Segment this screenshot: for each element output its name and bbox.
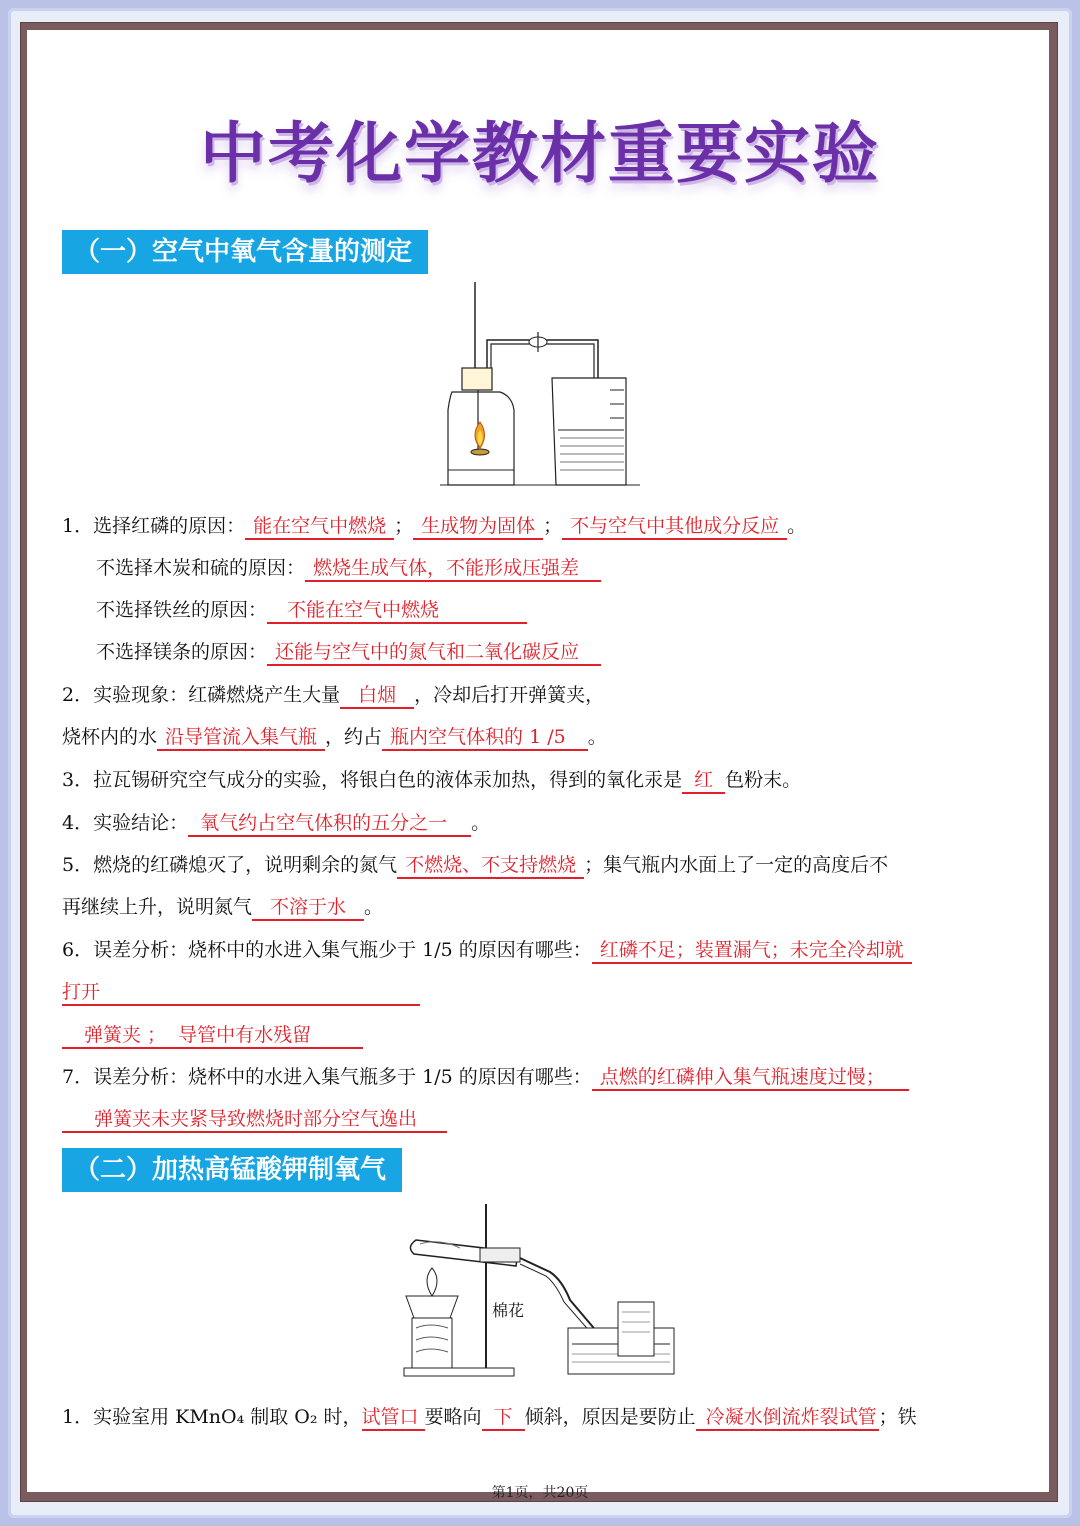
s1-q2b-end: 。 — [587, 726, 607, 748]
s1-q5b-answer-1: 不溶于水 — [252, 895, 364, 921]
s1-q1c-prefix: 不选择铁丝的原因： — [96, 599, 268, 621]
s1-q6b — [62, 977, 420, 1007]
s2-q1-answer-1: 试管口 — [362, 1405, 425, 1431]
s1-q1c — [96, 595, 527, 625]
s1-q2b-answer-2: 瓶内空气体积的 1 /5 — [382, 725, 588, 751]
cotton-label: 棉花 — [492, 1301, 525, 1320]
page-title: 中考化学教材重要实验 — [200, 115, 880, 192]
s1-q1b-answer: 燃烧生成气体，不能形成压强差 — [305, 556, 601, 582]
s1-q6 — [62, 935, 912, 965]
s1-q1d — [96, 637, 601, 667]
s1-q2b-answer-1: 沿导管流入集气瓶 — [157, 725, 325, 751]
s1-q3-end: 色粉末。 — [725, 769, 802, 791]
s1-q6-answer-1: 红磷不足；装置漏气；未完全冷却就 — [592, 938, 912, 964]
s1-q7-prefix: 7．误差分析：烧杯中的水进入集气瓶多于 1/5 的原因有哪些： — [62, 1066, 592, 1088]
s1-q5b — [62, 892, 383, 922]
s1-q5b-prefix: 再继续上升，说明氮气 — [62, 896, 253, 918]
s1-q5-answer-1: 不燃烧、不支持燃烧 — [397, 853, 584, 879]
s1-q7 — [62, 1062, 909, 1092]
s1-q3-answer-1: 红 — [682, 768, 725, 794]
s1-q1d-prefix: 不选择镁条的原因： — [96, 641, 268, 663]
s2-q1-prefix: 1．实验室用 KMnO₄ 制取 O₂ 时， — [62, 1406, 362, 1428]
s2-q1 — [62, 1402, 917, 1432]
s1-q2-answer-1: 白烟 — [340, 683, 414, 709]
s1-q5b-end: 。 — [364, 896, 384, 918]
s1-q1-prefix: 1．选择红磷的原因： — [62, 515, 246, 537]
s1-q5-mid: ；集气瓶内水面上了一定的高度后不 — [584, 854, 889, 876]
s2-q1-mid-1: 要略向 — [424, 1406, 482, 1428]
s1-q2b-mid: ，约占 — [325, 726, 383, 748]
s1-q4-prefix: 4．实验结论： — [62, 812, 189, 834]
s1-q1-sep-1: ； — [394, 515, 414, 537]
s1-q1c-answer: 不能在空气中燃烧 — [267, 598, 527, 624]
section-heading-1: （一）空气中氧气含量的测定 — [62, 230, 428, 274]
s1-q6c — [62, 1020, 363, 1050]
s2-q1-mid-2: 倾斜，原因是要防止 — [524, 1406, 696, 1428]
s1-q7b-answer-1: 弹簧夹未夹紧导致燃烧时部分空气逸出 — [62, 1107, 447, 1133]
s1-q1-answer-1: 能在空气中燃烧 — [245, 514, 394, 540]
s1-q1-answer-3: 不与空气中其他成分反应 — [562, 514, 787, 540]
s1-q2-mid: ，冷却后打开弹簧夹， — [414, 684, 605, 706]
page-footer: 第1页，共20页 — [491, 1485, 589, 1501]
s1-q1b — [96, 553, 601, 583]
s1-q4 — [62, 808, 490, 838]
s1-q2b-prefix: 烧杯内的水 — [62, 726, 158, 748]
s2-q1-end: ；铁 — [878, 1406, 917, 1428]
s1-q6c-answer-1: 弹簧夹 ； 导管中有水残留 — [62, 1023, 363, 1049]
s1-q3 — [62, 765, 801, 795]
s1-q1-sep-2: ； — [543, 515, 563, 537]
s1-q6b-answer-1: 打开 — [62, 980, 420, 1006]
s1-q2b — [62, 722, 607, 752]
s1-q4-end: 。 — [471, 812, 491, 834]
s1-q1 — [62, 511, 806, 541]
s1-q5 — [62, 850, 888, 880]
oxygen-apparatus-figure — [440, 280, 650, 490]
s1-q2-prefix: 2．实验现象：红磷燃烧产生大量 — [62, 684, 341, 706]
s1-q1d-answer: 还能与空气中的氮气和二氧化碳反应 — [267, 640, 601, 666]
kmno4-apparatus-figure — [400, 1200, 690, 1380]
s1-q2 — [62, 680, 604, 710]
s1-q7b — [62, 1104, 447, 1134]
s1-q7-answer-1: 点燃的红磷伸入集气瓶速度过慢； — [592, 1065, 909, 1091]
s2-q1-answer-2: 下 — [482, 1405, 525, 1431]
s1-q4-answer-1: 氧气约占空气体积的五分之一 — [188, 811, 471, 837]
s1-q1b-prefix: 不选择木炭和硫的原因： — [96, 557, 306, 579]
s1-q1-answer-2: 生成物为固体 — [413, 514, 543, 540]
section-heading-2: （二）加热高锰酸钾制氧气 — [62, 1148, 402, 1192]
s1-q6-prefix: 6．误差分析：烧杯中的水进入集气瓶少于 1/5 的原因有哪些： — [62, 939, 592, 961]
s1-q5-prefix: 5．燃烧的红磷熄灭了，说明剩余的氮气 — [62, 854, 398, 876]
s2-q1-answer-3: 冷凝水倒流炸裂试管 — [696, 1405, 879, 1431]
s1-q3-prefix: 3．拉瓦锡研究空气成分的实验，将银白色的液体汞加热，得到的氧化汞是 — [62, 769, 683, 791]
s1-q1-end: 。 — [787, 515, 807, 537]
